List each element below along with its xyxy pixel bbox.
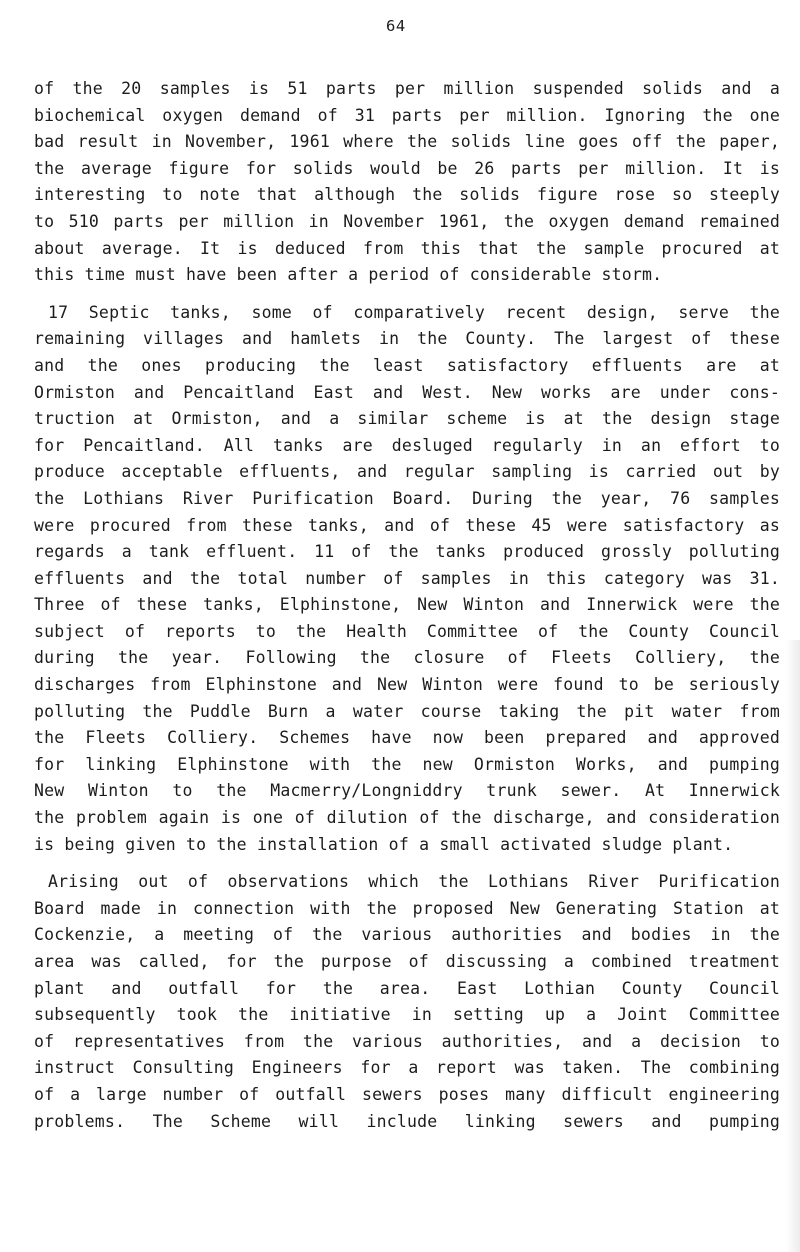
- text-line: of representatives from the various authorities, and a decision to: [34, 1031, 780, 1051]
- text-line: area was called, for the purpose of discussing a combined treatment: [34, 952, 780, 971]
- text-line: were procured from these tanks, and of these 45 were satisfactory as: [34, 515, 780, 535]
- text-line: instruct Consulting Engineers for a report was taken. The combining: [34, 1058, 780, 1078]
- text-line: Board made in connection with the proposed New Generating Station at: [34, 898, 780, 918]
- text-line: discharges from Elphinstone and New Winton were found to be seriously: [34, 675, 780, 695]
- text-line: of a large number of outfall sewers poses many difficult engineering: [34, 1084, 780, 1104]
- text-line: to 510 parts per million in November 1961, the oxygen demand remained: [34, 211, 780, 231]
- scan-edge-shadow: [786, 640, 800, 1252]
- text-line: problems. The Scheme will include linking sewers and pumping: [34, 1111, 780, 1131]
- text-line: produce acceptable effluents, and regular sampling is carried out by: [34, 462, 780, 482]
- text-line: truction at Ormiston, and a similar scheme is at the design stage: [34, 409, 780, 429]
- text-line: Arising out of observations which the Lothians River Purification: [48, 872, 780, 892]
- text-line: about average. It is deduced from this that the sample procured at: [34, 238, 780, 258]
- text-line: Three of these tanks, Elphinstone, New Winton and Innerwick were the: [34, 595, 780, 615]
- text-line: 17 Septic tanks, some of comparatively recent design, serve the: [48, 302, 780, 322]
- text-line: for linking Elphinstone with the new Ormiston Works, and pumping: [34, 754, 780, 774]
- text-line: the average figure for solids would be 26 parts per million. It is: [34, 158, 780, 178]
- text-line: is being given to the installation of a small activated sludge plant.: [34, 834, 734, 854]
- text-line: Cockenzie, a meeting of the various authorities and bodies in the: [34, 925, 780, 945]
- page-number: 64: [386, 17, 406, 35]
- text-line: bad result in November, 1961 where the solids line goes off the paper,: [34, 132, 780, 152]
- paragraph-3: [34, 869, 780, 1135]
- paragraph-2: [34, 300, 780, 858]
- text-line: interesting to note that although the solids figure rose so steeply: [34, 185, 780, 205]
- body-text: [34, 76, 780, 1146]
- text-line: the Fleets Colliery. Schemes have now been prepared and approved: [34, 728, 780, 748]
- paragraph-1: [34, 76, 780, 289]
- text-line: this time must have been after a period of considerable storm.: [34, 265, 663, 285]
- text-line: Ormiston and Pencaitland East and West. New works are under cons-: [34, 382, 780, 402]
- text-line: the problem again is one of dilution of the discharge, and consideration: [34, 808, 780, 828]
- text-line: and the ones producing the least satisfactory effluents are at: [34, 355, 780, 375]
- text-line: during the year. Following the closure of Fleets Colliery, the: [34, 648, 780, 668]
- text-line: subsequently took the initiative in setting up a Joint Committee: [34, 1005, 780, 1025]
- text-line: for Pencaitland. All tanks are desluged regularly in an effort to: [34, 435, 780, 455]
- text-line: polluting the Puddle Burn a water course taking the pit water from: [34, 701, 780, 721]
- text-line: subject of reports to the Health Committee of the County Council: [34, 621, 780, 641]
- text-line: remaining villages and hamlets in the County. The largest of these: [34, 329, 780, 349]
- text-line: regards a tank effluent. 11 of the tanks produced grossly polluting: [34, 542, 780, 562]
- text-line: the Lothians River Purification Board. During the year, 76 samples: [34, 488, 780, 508]
- text-line: effluents and the total number of samples in this category was 31.: [34, 568, 780, 588]
- text-line: plant and outfall for the area. East Lothian County Council: [34, 978, 780, 998]
- text-line: New Winton to the Macmerry/Longniddry trunk sewer. At Innerwick: [34, 781, 780, 801]
- text-line: biochemical oxygen demand of 31 parts per million. Ignoring the one: [34, 105, 780, 125]
- text-line: of the 20 samples is 51 parts per million suspended solids and a: [34, 79, 780, 98]
